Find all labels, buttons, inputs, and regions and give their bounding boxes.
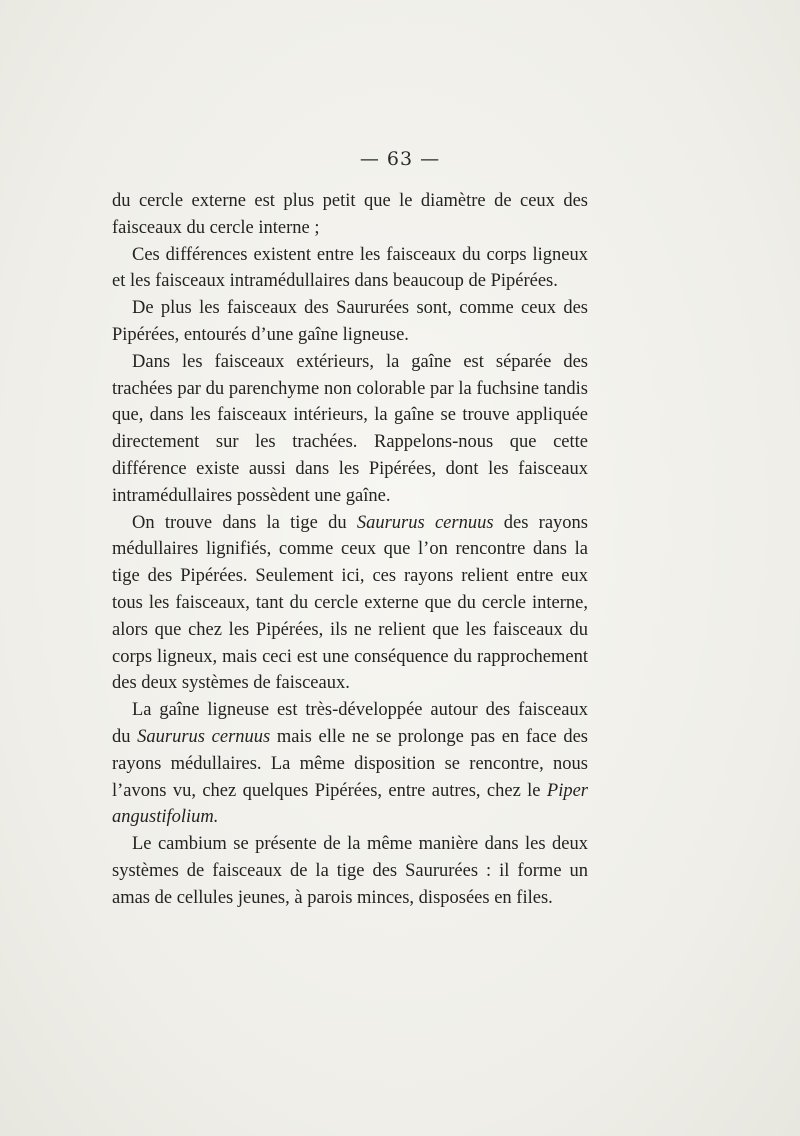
page-number: — 63 — (359, 148, 441, 170)
paragraph (112, 242, 588, 296)
text-run: mais elle ne se prolonge pas en face des rayons médullaires. La même disposition se rencontre, nous l’avons vu, chez quelques Pipérées, entre autres, chez le (112, 726, 588, 801)
paragraph (112, 349, 588, 510)
text-run: des rayons médullaires lignifiés, comme ceux que l’on rencontre dans la tige des Pipérées. Seulement ici, ces rayons relient entre eux tous les faisceaux, tant du cercle externe que du cercle interne, alors que chez les Pipérées, ils ne relient que les faisceaux du corps ligneux, mais ceci est une conséquence du rapprochement des deux systèmes de faisceaux. (112, 512, 589, 694)
italic-term: Saururus cernuus (137, 726, 271, 747)
paragraph (112, 295, 588, 349)
paragraph (112, 188, 588, 242)
text-run: Ces différences existent entre les faisceaux du corps ligneux et les faisceaux intramédullaires dans beaucoup de Pipérées. (112, 244, 588, 292)
paragraph (112, 697, 588, 831)
text-run: Le cambium se présente de la même manière dans les deux systèmes de faisceaux de la tige des Saururées : il forme un amas de cellules jeunes, à parois minces, disposées en files. (112, 834, 588, 908)
text-run: Dans les faisceaux extérieurs, la gaîne est séparée des trachées par du parenchyme non colorable par la fuchsine tandis que, dans les faisceaux intérieurs, la gaîne se trouve appliquée directement sur les trachées. Rappelons-nous que cette différence existe aussi dans les Pipérées, dont les faisceaux intramédullaires possèdent une gaîne. (112, 351, 588, 506)
italic-term: Saururus cernuus (356, 512, 494, 533)
text-run: On trouve dans la tige du (132, 512, 357, 533)
text-run: du cercle externe est plus petit que le diamètre de ceux des faisceaux du cercle interne ; (112, 191, 588, 238)
paragraph (112, 510, 588, 698)
text-run: De plus les faisceaux des Saururées sont, comme ceux des Pipérées, entourés d’une gaîne ligneuse. (112, 298, 588, 345)
italic-term: Piper angustifolium. (112, 780, 588, 828)
text-run: La gaîne ligneuse est très-développée autour des faisceaux du (112, 700, 588, 747)
body-text (112, 188, 588, 912)
paragraph (112, 831, 588, 911)
